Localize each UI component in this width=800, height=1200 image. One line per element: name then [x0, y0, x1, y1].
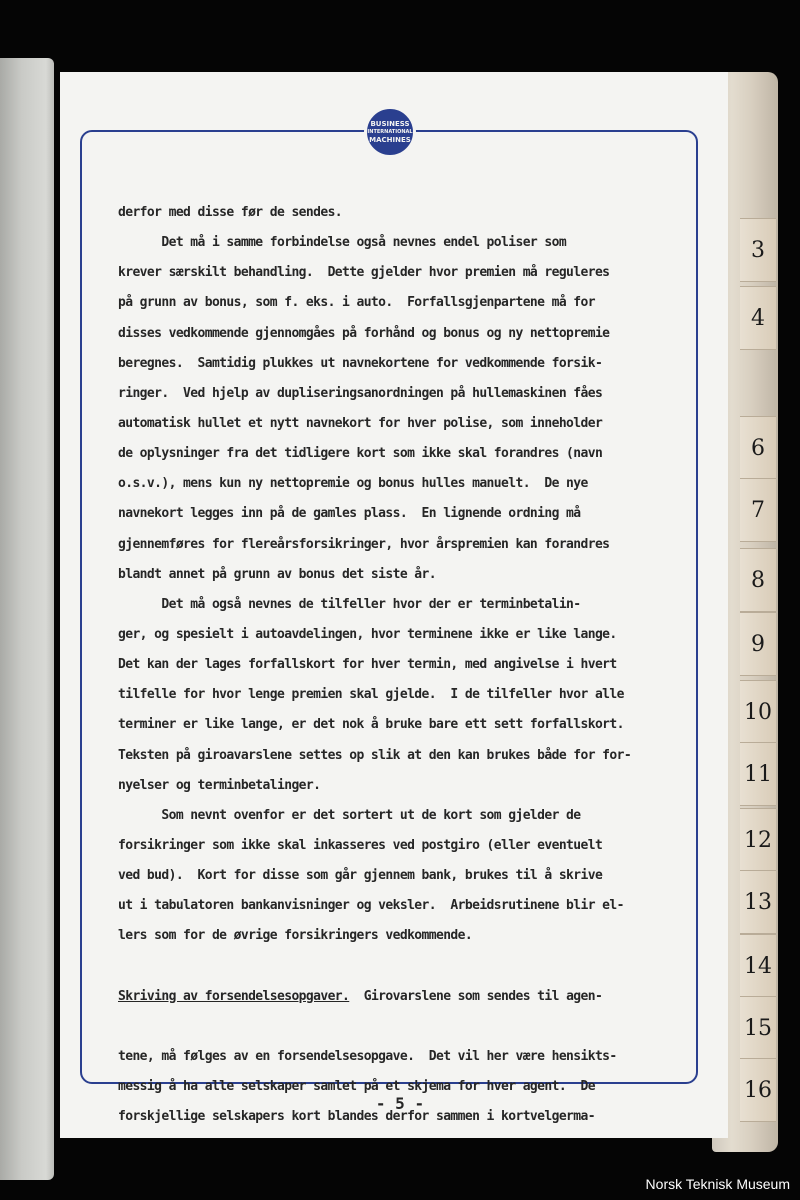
- body-text: [118, 168, 648, 1147]
- text-line: lers som for de øvrige forsikringers vedkommende.: [118, 928, 473, 944]
- text-line: derfor med disse før de sendes.: [118, 205, 343, 220]
- section-heading-line: [118, 982, 648, 1012]
- text-line: forskjellige selskapers kort blandes derfor sammen i kortvelgerma-: [118, 1108, 595, 1124]
- text-line: gjennemføres for flereårsforsikringer, hvor årspremien kan forandres: [118, 536, 610, 552]
- index-tab[interactable]: 7: [740, 478, 776, 542]
- text-line: automatisk hullet et nytt navnekort for hver polise, som inneholder: [118, 415, 603, 431]
- section-heading: Skriving av forsendelsesopgaver.: [118, 988, 350, 1004]
- index-tab[interactable]: 8: [740, 548, 776, 612]
- text-line: Det kan der lages forfallskort for hver termin, med angivelse i hvert: [118, 657, 617, 673]
- text-line: beregnes. Samtidig plukkes ut navnekortene for vedkommende forsik-: [118, 355, 603, 371]
- index-tab[interactable]: 9: [740, 612, 776, 676]
- index-tab[interactable]: 6: [740, 416, 776, 480]
- text-line: messig å ha alle selskaper samlet på et skjema for hver agent. De: [118, 1078, 595, 1094]
- text-line: tilfelle for hvor lenge premien skal gjelde. I de tilfeller hvor alle: [118, 687, 624, 703]
- text-line: ger, og spesielt i autoavdelingen, hvor terminene ikke er like lange.: [118, 626, 617, 642]
- text-line: på grunn av bonus, som f. eks. i auto. Forfallsgjenpartene må for: [118, 295, 595, 311]
- text-line: forsikringer som ikke skal inkasseres ved postgiro (eller eventuelt: [118, 837, 603, 853]
- index-tab[interactable]: 3: [740, 218, 776, 282]
- index-tab[interactable]: 10: [740, 680, 776, 744]
- text-line: ved bud). Kort for disse som går gjennem bank, brukes til å skrive: [118, 868, 603, 884]
- museum-credit: Norsk Teknisk Museum: [645, 1176, 790, 1192]
- text-line: terminer er like lange, er det nok å bruke bare ett sett forfallskort.: [118, 717, 624, 733]
- text-line: disses vedkommende gjennomgåes på forhånd og bonus og ny nettopremie: [118, 325, 610, 341]
- ibm-logo: [364, 106, 416, 158]
- index-tab[interactable]: 15: [740, 996, 776, 1060]
- text-line: nyelser og terminbetalinger.: [118, 777, 321, 793]
- index-tab[interactable]: 16: [740, 1058, 776, 1122]
- text-line: tene, må følges av en forsendelsesopgave. Det vil her være hensikts-: [118, 1048, 617, 1064]
- index-tab[interactable]: 12: [740, 808, 776, 872]
- text-line: Det må også nevnes de tilfeller hvor der er terminbetalin-: [118, 596, 581, 612]
- text-line: navnekort legges inn på de gamles plass. En lignende ordning må: [118, 506, 581, 522]
- text-line: o.s.v.), mens kun ny nettopremie og bonus hulles manuelt. De nye: [118, 476, 588, 492]
- text-line: ut i tabulatoren bankanvisninger og veksler. Arbeidsrutinene blir el-: [118, 898, 624, 914]
- index-tab[interactable]: 13: [740, 870, 776, 934]
- text-line: ringer. Ved hjelp av dupliseringsanordningen på hullemaskinen fåes: [118, 385, 603, 401]
- logo-line-1: BUSINESS: [370, 120, 410, 128]
- section-heading-rest: Girovarslene som sendes til agen-: [349, 988, 603, 1004]
- text-line: Som nevnt ovenfor er det sortert ut de kort som gjelder de: [118, 807, 581, 823]
- logo-line-3: MACHINES: [369, 136, 411, 144]
- logo-line-2: INTERNATIONAL: [367, 129, 413, 135]
- text-line: de oplysninger fra det tidligere kort som ikke skal forandres (navn: [118, 446, 603, 462]
- text-line: Teksten på giroavarslene settes op slik at den kan brukes både for for-: [118, 747, 632, 763]
- index-tab[interactable]: 11: [740, 742, 776, 806]
- page-number: - 5 -: [375, 1094, 425, 1113]
- index-tab[interactable]: 4: [740, 286, 776, 350]
- text-line: blandt annet på grunn av bonus det siste år.: [118, 566, 436, 582]
- text-line: Det må i samme forbindelse også nevnes endel poliser som: [118, 235, 567, 251]
- index-tab[interactable]: 14: [740, 934, 776, 998]
- previous-page-edge: [0, 58, 54, 1180]
- text-line: krever særskilt behandling. Dette gjelder hvor premien må reguleres: [118, 265, 610, 281]
